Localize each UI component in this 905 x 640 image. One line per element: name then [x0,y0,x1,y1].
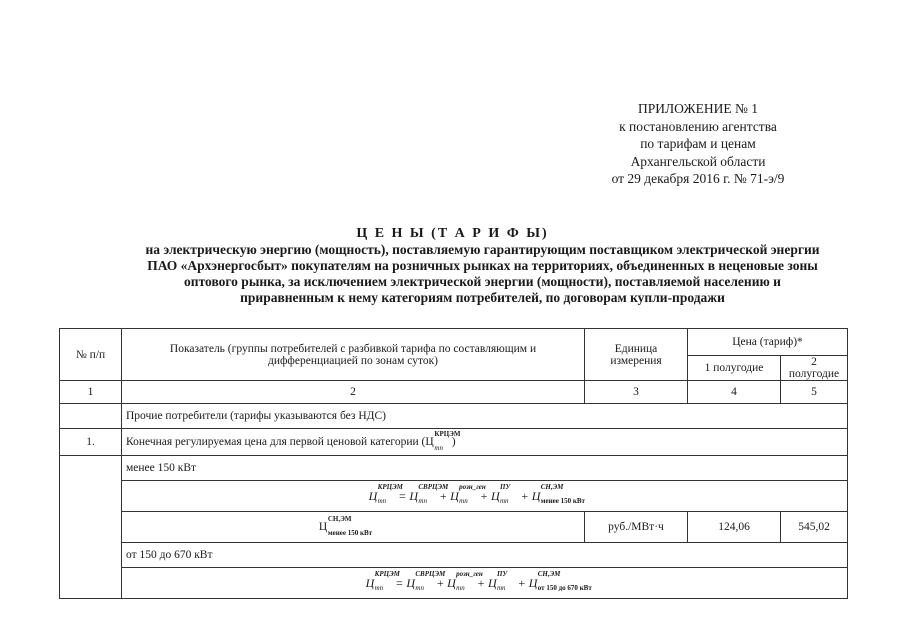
symbol-sub: тп [415,583,424,592]
symbol-sup: КРЦЭМ [434,430,461,438]
symbol-base: Ц [531,488,541,503]
row-number: 1. [60,429,122,456]
symbol-base: Ц [528,575,538,590]
symbol-sup: розн_ген [456,569,483,578]
symbol-sup: ПУ [499,482,511,491]
symbol-sub: менее 150 кВт [540,496,585,505]
tariff-table [59,328,848,599]
symbol-sub: тп [418,496,427,505]
document-subtitle [60,242,905,306]
formula-term [406,569,446,592]
other-consumers-label: Прочие потребители (тарифы указываются без НДС) [122,404,848,429]
table-row [60,481,848,512]
formula-term [368,482,403,505]
symbol-sup: розн_ген [459,482,486,491]
symbol-sub: тп [496,583,506,592]
header-indicator [122,329,585,381]
symbol-sup: СН,ЭМ [537,569,561,578]
symbol-base: Ц [365,575,375,590]
symbol-base: Ц [368,488,378,503]
appendix-title: ПРИЛОЖЕНИЕ № 1 [637,101,759,116]
symbol-sup: СВРЦЭМ [418,482,449,491]
symbol-sup: СН,ЭМ [540,482,564,491]
symbol-base: Ц [406,575,416,590]
formula-term [528,569,604,592]
header-price-text: Цена (тариф)* [732,336,803,348]
table-row [60,456,848,481]
formula-term [450,482,486,505]
symbol-sub: от 150 до 670 кВт [537,583,592,592]
symbol-sup: КРЦЭМ [377,482,403,491]
symbol-base: Ц [409,488,419,503]
symbol-base: Ц [450,488,459,503]
subtitle-line: на электрическую энергию (мощность), поставляемую гарантирующим поставщиком электрической энергии [145,242,820,257]
symbol-sup: СН,ЭМ [327,515,352,523]
column-number: 1 [60,381,122,404]
formula-term [447,569,483,592]
symbol-sup: СВРЦЭМ [415,569,446,578]
document-title: Ц Е Н Ы (Т А Р И Ф Ы) [356,226,549,241]
subtitle-line: оптового рынка, за исключением электрической энергии (мощности), поставляемой населению и [184,274,781,289]
header-price [688,329,848,356]
formula-term [365,569,400,592]
symbol-sub: тп [456,583,465,592]
subtitle-line: приравненным к нему категориям потребителей, по договорам купли-продажи [240,290,725,305]
row1-label: Конечная регулируемая цена для первой ценовой категории [126,436,419,448]
row1-symbol [425,430,461,452]
symbol-sub: тп [377,496,387,505]
row1-label-cell: Конечная регулируемая цена для первой ценовой категории (Ц КРЦЭМ тп ) [122,429,848,456]
column-number: 5 [781,381,848,404]
appendix-header [560,100,836,188]
band1-formula: Ц КРЦЭМ тп = Ц СВРЦЭМ тп + Ц розн_ген тп + Ц ПУ тп + Ц СН,ЭМ менее 150 кВт [122,481,848,512]
header-num [60,329,122,381]
subtitle-line: ПАО «Архэнергосбыт» покупателям на розничных рынках на территориях, объединенных в неценовые зоны [147,258,818,273]
appendix-line: Архангельской области [630,153,766,169]
header-num-text: № п/п [75,348,106,361]
column-number: 2 [122,381,585,404]
formula-term [490,482,518,505]
sn-half1-value: 124,06 [688,512,781,543]
symbol-base: Ц [318,521,328,533]
table-cell [60,404,122,429]
band2-label: от 150 до 670 кВт [122,543,848,568]
formula-term [409,482,449,505]
symbol-sub: тп [374,583,384,592]
symbol-sub: менее 150 кВт [327,529,373,537]
sn-half2-value: 545,02 [781,512,848,543]
table-header-row [60,329,848,356]
symbol-sup: ПУ [496,569,508,578]
sn-symbol [318,515,387,537]
symbol-sub: тп [434,444,443,452]
header-unit [585,329,688,381]
header-unit-text: Единица измерения [610,342,662,367]
symbol-sub: тп [459,496,468,505]
formula-term [487,569,515,592]
appendix-date: от 29 декабря 2016 г. № 71-э/9 [611,171,785,186]
symbol-sub: тп [499,496,509,505]
symbol-base: Ц [425,436,434,448]
formula-term [531,482,601,505]
header-half1: 1 полугодие [688,356,781,381]
appendix-line: к постановлению агентства [619,118,777,134]
table-row [60,512,848,543]
header-half2: 2 полугодие [781,356,848,381]
table-row [60,568,848,599]
table-cell [60,456,122,599]
table-row [60,543,848,568]
appendix-line: по тарифам и ценам [640,136,756,151]
column-number: 3 [585,381,688,404]
symbol-base: Ц [490,488,500,503]
sn-symbol-cell [122,512,585,543]
band1-label: менее 150 кВт [122,456,848,481]
column-number: 4 [688,381,781,404]
table-row [60,404,848,429]
sn-unit: руб./МВт·ч [585,512,688,543]
symbol-base: Ц [447,575,456,590]
symbol-base: Ц [487,575,497,590]
column-numbers-row [60,381,848,404]
header-indicator-text: Показатель (группы потребителей с разбивкой тарифа по составляющим и дифференциацией по зонам суток) [169,342,537,367]
band2-formula: Ц КРЦЭМ тп = Ц СВРЦЭМ тп + Ц розн_ген тп + Ц ПУ тп + Ц СН,ЭМ от 150 до 670 кВт [122,568,848,599]
table-row [60,429,848,456]
symbol-sup: КРЦЭМ [374,569,400,578]
